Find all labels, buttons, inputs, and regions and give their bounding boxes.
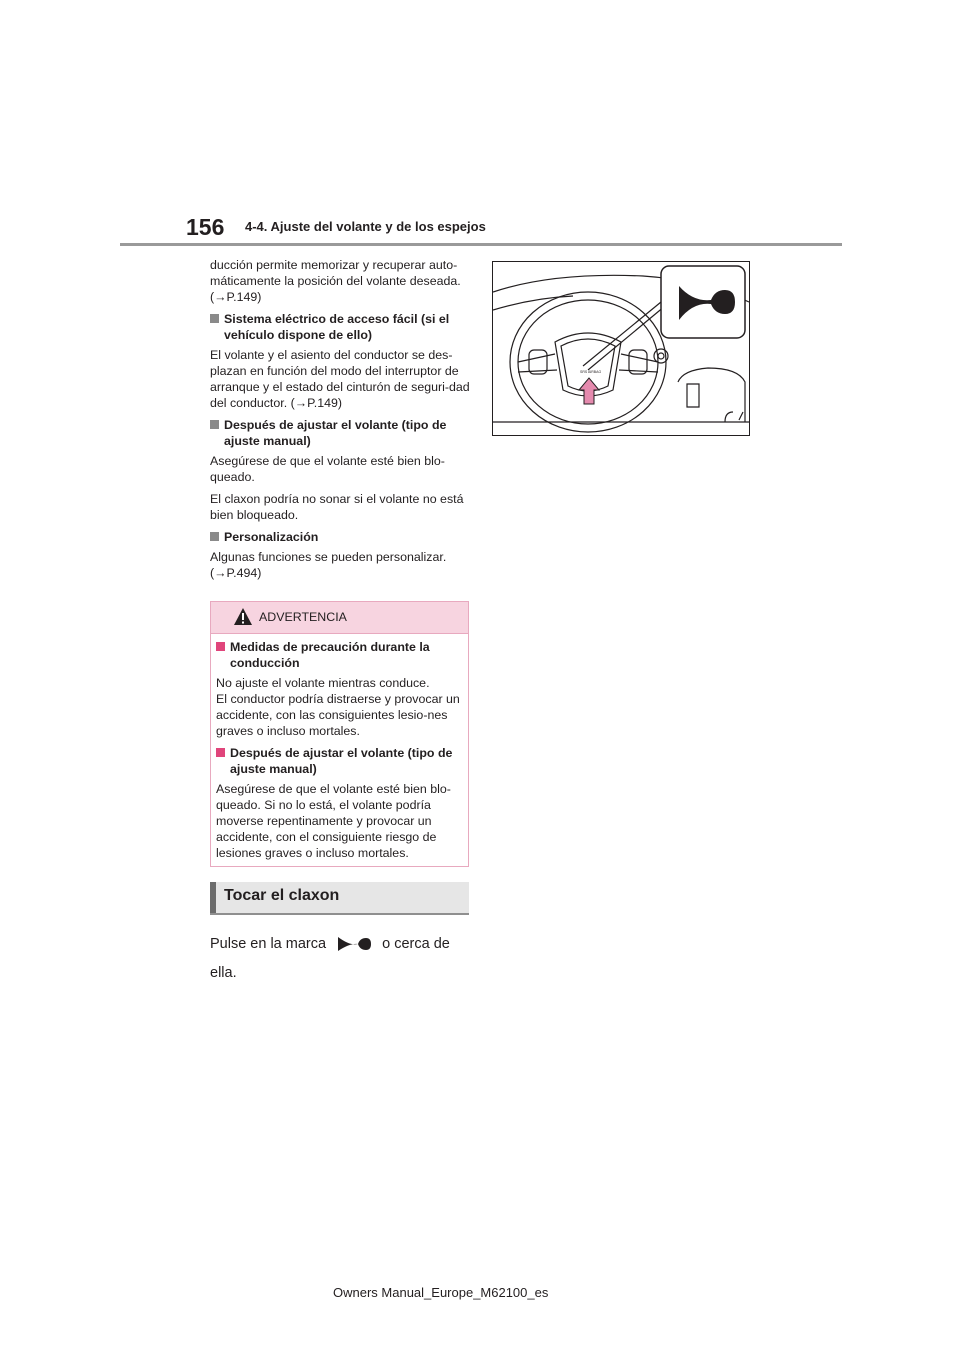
warning-triangle-icon <box>233 607 253 626</box>
paragraph: Asegúrese de que el volante esté bien blo-queado. <box>210 454 445 484</box>
warning-paragraph: Asegúrese de que el volante esté bien blo-queado. Si no lo está, el volante podría moverse repentinamente y provocar un accidente, con el consiguiente riesgo de lesiones graves o incluso mortales. <box>216 782 451 860</box>
steering-wheel-illustration <box>492 261 750 436</box>
section-heading: Después de ajustar el volante (tipo de ajuste manual) <box>210 417 470 449</box>
square-bullet-icon <box>216 748 225 757</box>
horn-instruction: Pulse en la marca o cerca de ella. <box>210 936 450 981</box>
paragraph: El volante y el asiento del conductor se des-plazan en función del modo del interruptor de arranque y el estado del cinturón de seguri-dad del conductor. (→P.149) <box>210 348 470 410</box>
warning-paragraph: El conductor podría distraerse y provocar un accidente, con las consiguientes lesio-nes graves o incluso mortales. <box>216 692 460 738</box>
horn-section-heading <box>210 882 469 915</box>
heading-accent-bar <box>210 882 216 913</box>
warning-header <box>211 602 468 634</box>
warning-paragraph: No ajuste el volante mientras conduce. <box>216 676 430 690</box>
page-number: 156 <box>186 214 225 240</box>
square-bullet-icon <box>216 642 225 651</box>
warning-label: ADVERTENCIA <box>259 610 347 624</box>
steering-wheel-drawing <box>493 262 749 435</box>
main-column <box>210 257 470 587</box>
horn-icon <box>336 934 372 954</box>
warning-item-heading: Después de ajustar el volante (tipo de ajuste manual) <box>216 745 463 777</box>
footer-doc-id: Owners Manual_Europe_M62100_es <box>333 1285 549 1300</box>
square-bullet-icon <box>210 420 219 429</box>
square-bullet-icon <box>210 314 219 323</box>
paragraph: Algunas funciones se pueden personalizar. (→P.494) <box>210 550 447 580</box>
warning-box <box>210 601 469 867</box>
intro-paragraph: ducción permite memorizar y recuperar auto-máticamente la posición del volante deseada. (→P.149) <box>210 258 461 304</box>
section-heading: Personalización <box>210 529 470 545</box>
horn-section-title: Tocar el claxon <box>224 887 340 904</box>
airbag-label: SRS AIRBAG <box>580 370 602 374</box>
header-divider <box>120 243 842 246</box>
warning-item-heading: Medidas de precaución durante la conducción <box>216 639 463 671</box>
section-title: 4-4. Ajuste del volante y de los espejos <box>245 219 486 234</box>
paragraph: El claxon podría no sonar si el volante no está bien bloqueado. <box>210 492 464 522</box>
section-heading: Sistema eléctrico de acceso fácil (si el vehículo dispone de ello) <box>210 311 470 343</box>
square-bullet-icon <box>210 532 219 541</box>
